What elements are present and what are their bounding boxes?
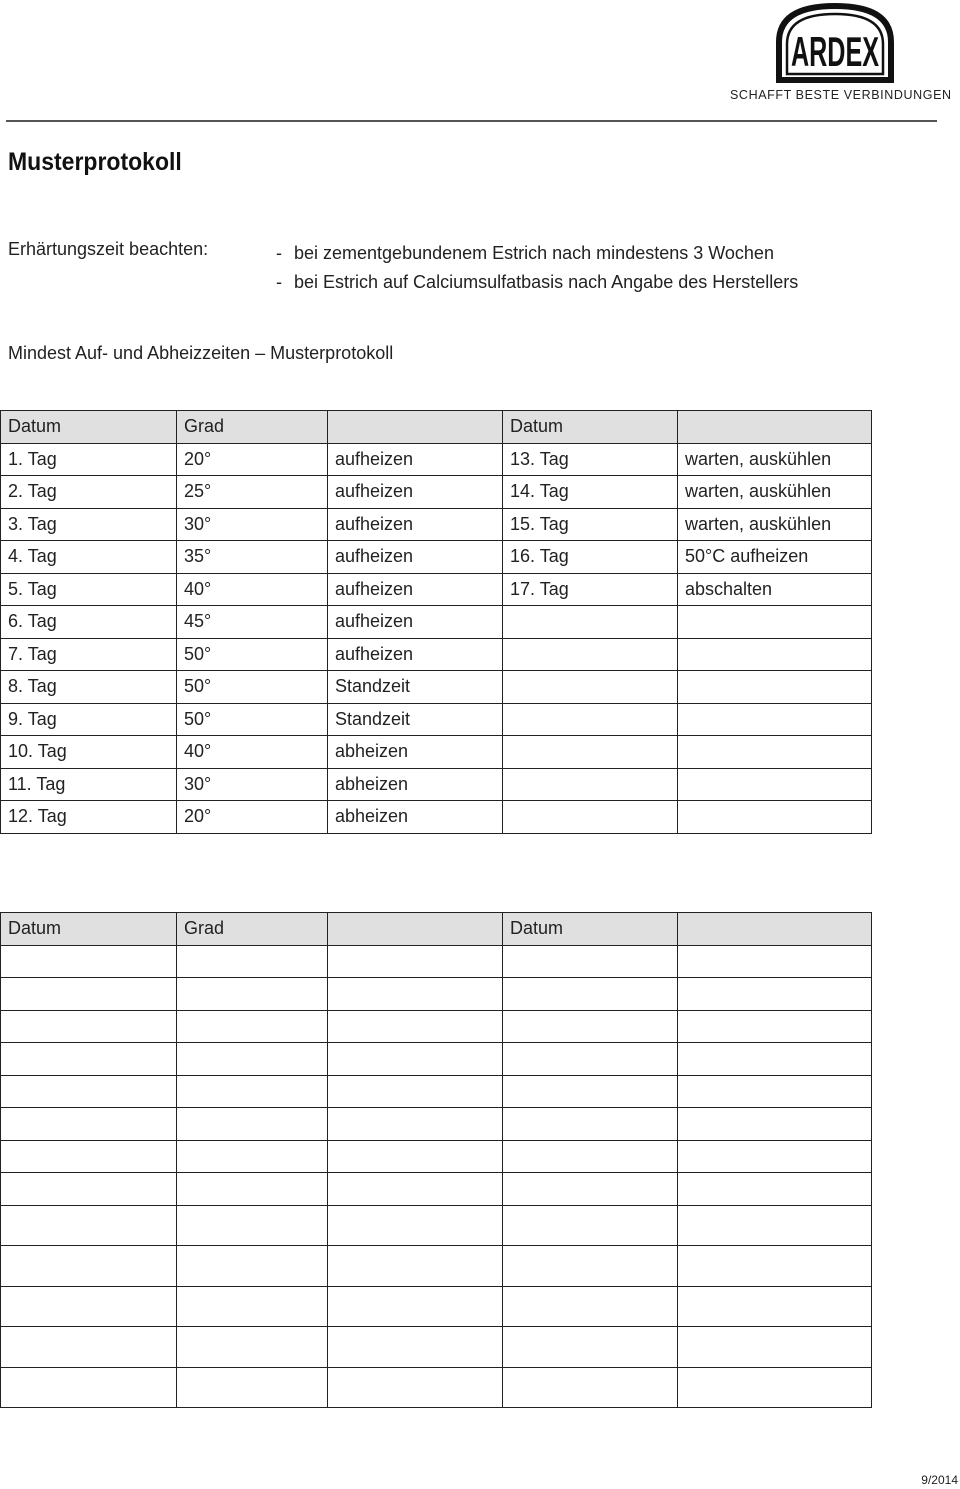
table-cell[interactable]: [328, 1043, 503, 1076]
table-row: [1, 768, 872, 801]
table-cell: 50°C aufheizen: [678, 541, 872, 574]
table-cell[interactable]: [503, 1010, 678, 1043]
table-cell: [503, 606, 678, 639]
header-cell: [678, 913, 872, 946]
table-cell[interactable]: [1, 1010, 177, 1043]
table-header-row: [1, 913, 872, 946]
table-cell[interactable]: [177, 1246, 328, 1287]
table-row: [1, 1246, 872, 1287]
table-cell: 7. Tag: [1, 638, 177, 671]
table-cell: 45°: [177, 606, 328, 639]
table-row: [1, 703, 872, 736]
table-cell[interactable]: [1, 1140, 177, 1173]
table-cell[interactable]: [177, 1173, 328, 1206]
table-row: [1, 1043, 872, 1076]
table-cell[interactable]: [678, 1246, 872, 1287]
table-row: [1, 443, 872, 476]
header-cell: [678, 411, 872, 444]
ardex-logo-icon: [773, 2, 897, 84]
table-row: [1, 476, 872, 509]
table-row: [1, 1010, 872, 1043]
table-cell[interactable]: [678, 1010, 872, 1043]
table-row: [1, 978, 872, 1011]
table-cell: 10. Tag: [1, 736, 177, 769]
table-row: [1, 945, 872, 978]
svg-text:ARDEX: ARDEX: [791, 28, 879, 75]
table-cell: abheizen: [328, 736, 503, 769]
table-cell[interactable]: [1, 1043, 177, 1076]
table-cell: [678, 736, 872, 769]
table-cell: 35°: [177, 541, 328, 574]
table-cell: abschalten: [678, 573, 872, 606]
header-cell: Grad: [177, 913, 328, 946]
table-cell: 6. Tag: [1, 606, 177, 639]
table-cell[interactable]: [678, 1286, 872, 1327]
table-cell: 16. Tag: [503, 541, 678, 574]
table-cell: aufheizen: [328, 573, 503, 606]
table-row: [1, 1140, 872, 1173]
table-row: [1, 508, 872, 541]
table-cell: aufheizen: [328, 443, 503, 476]
table-cell[interactable]: [177, 1010, 328, 1043]
table-cell: abheizen: [328, 768, 503, 801]
table-cell[interactable]: [177, 1043, 328, 1076]
sample-protocol-table: [0, 410, 872, 834]
table-row: [1, 1327, 872, 1368]
table-cell[interactable]: [503, 1246, 678, 1287]
blank-protocol-table: [0, 912, 872, 1408]
table-cell: 50°: [177, 638, 328, 671]
table-cell[interactable]: [678, 945, 872, 978]
table-cell[interactable]: [503, 1043, 678, 1076]
table-cell[interactable]: [1, 945, 177, 978]
table-cell: abheizen: [328, 801, 503, 834]
header-cell: Datum: [503, 913, 678, 946]
table-row: [1, 1205, 872, 1246]
table-cell[interactable]: [1, 1327, 177, 1368]
page-title: Musterprotokoll: [8, 148, 182, 176]
table-row: [1, 736, 872, 769]
table-cell: [678, 768, 872, 801]
table-cell[interactable]: [678, 1205, 872, 1246]
table-cell: [678, 671, 872, 704]
table-cell[interactable]: [328, 1327, 503, 1368]
table-cell: warten, auskühlen: [678, 508, 872, 541]
table-cell: 25°: [177, 476, 328, 509]
table-cell: 3. Tag: [1, 508, 177, 541]
table-cell: [678, 638, 872, 671]
table-cell[interactable]: [328, 1108, 503, 1141]
table-cell: Standzeit: [328, 671, 503, 704]
ardex-logo: [729, 2, 939, 84]
table-row: [1, 1075, 872, 1108]
table-cell: 11. Tag: [1, 768, 177, 801]
table-cell[interactable]: [1, 1173, 177, 1206]
table-cell: 40°: [177, 573, 328, 606]
table-cell: [503, 671, 678, 704]
table-cell[interactable]: [328, 945, 503, 978]
table-cell[interactable]: [503, 945, 678, 978]
table-cell[interactable]: [1, 1108, 177, 1141]
table-cell[interactable]: [177, 1286, 328, 1327]
table-cell: [503, 703, 678, 736]
table-cell[interactable]: [1, 1205, 177, 1246]
table-cell[interactable]: [503, 1327, 678, 1368]
table-cell[interactable]: [1, 1075, 177, 1108]
table-cell: [503, 768, 678, 801]
note-label: Erhärtungszeit beachten:: [8, 239, 209, 259]
table-cell[interactable]: [503, 1205, 678, 1246]
table-row: [1, 1367, 872, 1408]
table-cell: aufheizen: [328, 476, 503, 509]
table-cell[interactable]: [678, 1367, 872, 1408]
table-subtitle: Mindest Auf- und Abheizzeiten – Musterprotokoll: [8, 343, 394, 363]
table-row: [1, 671, 872, 704]
table-cell[interactable]: [678, 1173, 872, 1206]
table-cell: warten, auskühlen: [678, 443, 872, 476]
table-cell[interactable]: [678, 1075, 872, 1108]
table-cell: 4. Tag: [1, 541, 177, 574]
table-cell[interactable]: [177, 978, 328, 1011]
table-cell[interactable]: [503, 1108, 678, 1141]
table-cell[interactable]: [328, 1010, 503, 1043]
table-cell[interactable]: [328, 1205, 503, 1246]
table-cell[interactable]: [177, 1140, 328, 1173]
table-header-row: [1, 411, 872, 444]
table-cell[interactable]: [177, 1327, 328, 1368]
table-cell[interactable]: [1, 1367, 177, 1408]
table-cell: [678, 606, 872, 639]
table-cell: 40°: [177, 736, 328, 769]
table-cell: 2. Tag: [1, 476, 177, 509]
table-cell[interactable]: [328, 1246, 503, 1287]
table-cell: 12. Tag: [1, 801, 177, 834]
table-cell: 20°: [177, 443, 328, 476]
table-cell: 15. Tag: [503, 508, 678, 541]
table-cell[interactable]: [678, 1043, 872, 1076]
table-cell[interactable]: [177, 1075, 328, 1108]
table-cell: 17. Tag: [503, 573, 678, 606]
table-cell: 30°: [177, 508, 328, 541]
table-cell[interactable]: [328, 1140, 503, 1173]
table-cell: aufheizen: [328, 606, 503, 639]
header-cell: Datum: [1, 913, 177, 946]
table-cell[interactable]: [328, 1075, 503, 1108]
table-cell: [503, 638, 678, 671]
table-row: [1, 638, 872, 671]
table-cell[interactable]: [177, 1367, 328, 1408]
header-cell: Datum: [503, 411, 678, 444]
table-cell: aufheizen: [328, 508, 503, 541]
header-divider: [6, 120, 937, 122]
table-cell[interactable]: [1, 1286, 177, 1327]
table-cell: aufheizen: [328, 638, 503, 671]
header-cell: [328, 913, 503, 946]
header-cell: Datum: [1, 411, 177, 444]
table-row: [1, 541, 872, 574]
table-cell[interactable]: [503, 978, 678, 1011]
table-cell[interactable]: [503, 1140, 678, 1173]
note-item: - bei zementgebundenem Estrich nach mindestens 3 Wochen: [276, 239, 798, 268]
table-cell: [503, 801, 678, 834]
table-cell: 13. Tag: [503, 443, 678, 476]
table-cell: 50°: [177, 703, 328, 736]
table-cell[interactable]: [177, 1205, 328, 1246]
table-cell[interactable]: [328, 978, 503, 1011]
table-cell[interactable]: [328, 1286, 503, 1327]
table-cell: 9. Tag: [1, 703, 177, 736]
table-cell: warten, auskühlen: [678, 476, 872, 509]
table-cell: 1. Tag: [1, 443, 177, 476]
table-row: [1, 606, 872, 639]
note-item: - bei Estrich auf Calciumsulfatbasis nach Angabe des Herstellers: [276, 268, 798, 297]
table-cell: 50°: [177, 671, 328, 704]
table-cell: 8. Tag: [1, 671, 177, 704]
table-cell[interactable]: [328, 1173, 503, 1206]
table-row: [1, 573, 872, 606]
logo-tagline: SCHAFFT BESTE VERBINDUNGEN: [730, 88, 952, 102]
table-cell: 14. Tag: [503, 476, 678, 509]
table-cell: Standzeit: [328, 703, 503, 736]
table-cell: [678, 703, 872, 736]
table-row: [1, 1286, 872, 1327]
table-cell[interactable]: [1, 978, 177, 1011]
table-cell: [678, 801, 872, 834]
table-cell[interactable]: [503, 1367, 678, 1408]
table-cell[interactable]: [177, 945, 328, 978]
table-cell: 30°: [177, 768, 328, 801]
table-cell[interactable]: [328, 1367, 503, 1408]
table-cell[interactable]: [503, 1075, 678, 1108]
table-cell: [503, 736, 678, 769]
table-cell[interactable]: [1, 1246, 177, 1287]
table-cell[interactable]: [177, 1108, 328, 1141]
header-cell: Grad: [177, 411, 328, 444]
table-row: [1, 801, 872, 834]
table-row: [1, 1173, 872, 1206]
table-cell: 20°: [177, 801, 328, 834]
table-cell[interactable]: [678, 978, 872, 1011]
note-list: [276, 239, 798, 297]
table-row: [1, 1108, 872, 1141]
table-cell: aufheizen: [328, 541, 503, 574]
table-cell[interactable]: [503, 1173, 678, 1206]
footer-date: 9/2014: [921, 1473, 958, 1487]
table-cell[interactable]: [678, 1327, 872, 1368]
table-cell[interactable]: [678, 1140, 872, 1173]
header-cell: [328, 411, 503, 444]
table-cell: 5. Tag: [1, 573, 177, 606]
table-cell[interactable]: [503, 1286, 678, 1327]
table-cell[interactable]: [678, 1108, 872, 1141]
